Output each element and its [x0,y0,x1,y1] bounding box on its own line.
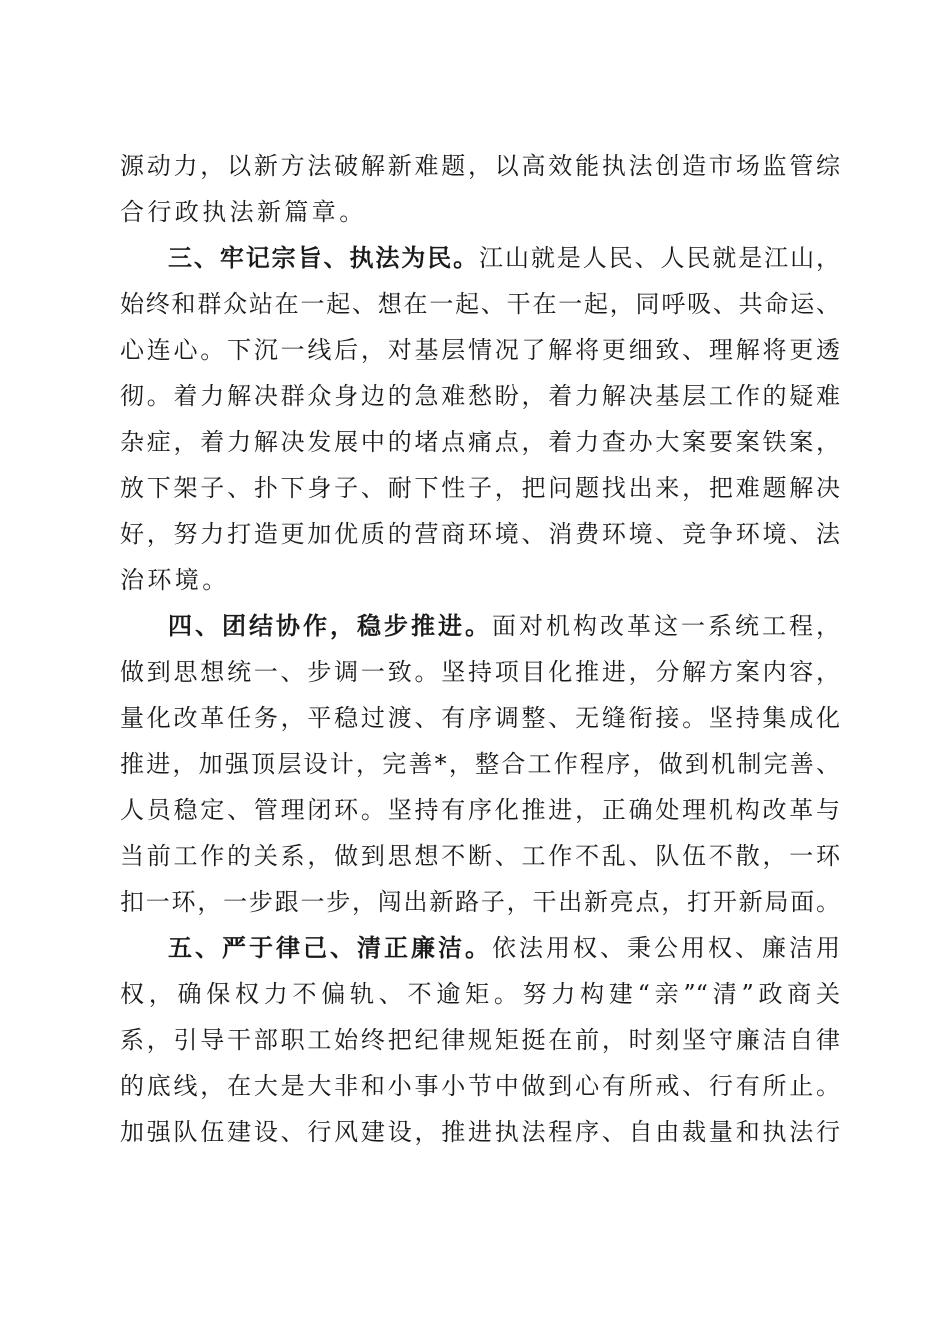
paragraph-2-line: 始终和群众站在一起、想在一起、干在一起，同呼吸、共命运、 [120,290,840,318]
section-heading-three: 三、牢记宗旨、执法为民。 [168,244,480,272]
paragraph-2-line: 心连心。下沉一线后，对基层情况了解将更细致、理解将更透 [120,336,840,364]
paragraph-4-line: 的底线，在大是大非和小事小节中做到心有所戒、行有所止。 [120,1072,840,1100]
paragraph-2-line: 杂症，着力解决发展中的堵点痛点，着力查办大案要案铁案， [120,428,840,456]
paragraph-4-line: 系，引导干部职工始终把纪律规矩挺在前，时刻坚守廉洁自律 [120,1026,840,1054]
section-heading-five: 五、严于律己、清正廉洁。 [168,934,492,962]
paragraph-3-line: 推进，加强顶层设计，完善*，整合工作程序，做到机制完善、 [120,750,840,778]
section-heading-four: 四、团结协作，稳步推进。 [168,612,492,640]
paragraph-3-line: 量化改革任务，平稳过渡、有序调整、无缝衔接。坚持集成化 [120,704,840,732]
paragraph-2-first-text: 江山就是人民、人民就是江山， [479,244,841,272]
paragraph-3-first-text: 面对机构改革这一系统工程， [492,612,840,640]
paragraph-4-line: 加强队伍建设、行风建设，推进执法程序、自由裁量和执法行 [120,1118,840,1146]
paragraph-3-line: 做到思想统一、步调一致。坚持项目化推进，分解方案内容， [120,658,840,686]
paragraph-3-first-line [168,610,840,644]
paragraph-2-line: 好，努力打造更加优质的营商环境、消费环境、竞争环境、法 [120,520,840,548]
paragraph-4-first-line [168,932,840,966]
paragraph-2-first-line [168,242,840,276]
paragraph-4-first-text: 依法用权、秉公用权、廉洁用 [492,934,840,962]
paragraph-2-line: 彻。着力解决群众身边的急难愁盼，着力解决基层工作的疑难 [120,382,840,410]
paragraph-1-line-1: 源动力，以新方法破解新难题，以高效能执法创造市场监管综 [120,152,840,180]
paragraph-1-line-2: 合行政执法新篇章。 [120,198,367,226]
paragraph-2-line: 治环境。 [120,566,230,594]
paragraph-3-line: 扣一环，一步跟一步，闯出新路子，干出新亮点，打开新局面。 [120,888,840,916]
paragraph-3-line: 人员稳定、管理闭环。坚持有序化推进，正确处理机构改革与 [120,796,840,824]
paragraph-4-line: 权，确保权力不偏轨、不逾矩。努力构建“亲”“清”政商关 [120,980,840,1008]
paragraph-2-line: 放下架子、扑下身子、耐下性子，把问题找出来，把难题解决 [120,474,840,502]
paragraph-3-line: 当前工作的关系，做到思想不断、工作不乱、队伍不散，一环 [120,842,840,870]
